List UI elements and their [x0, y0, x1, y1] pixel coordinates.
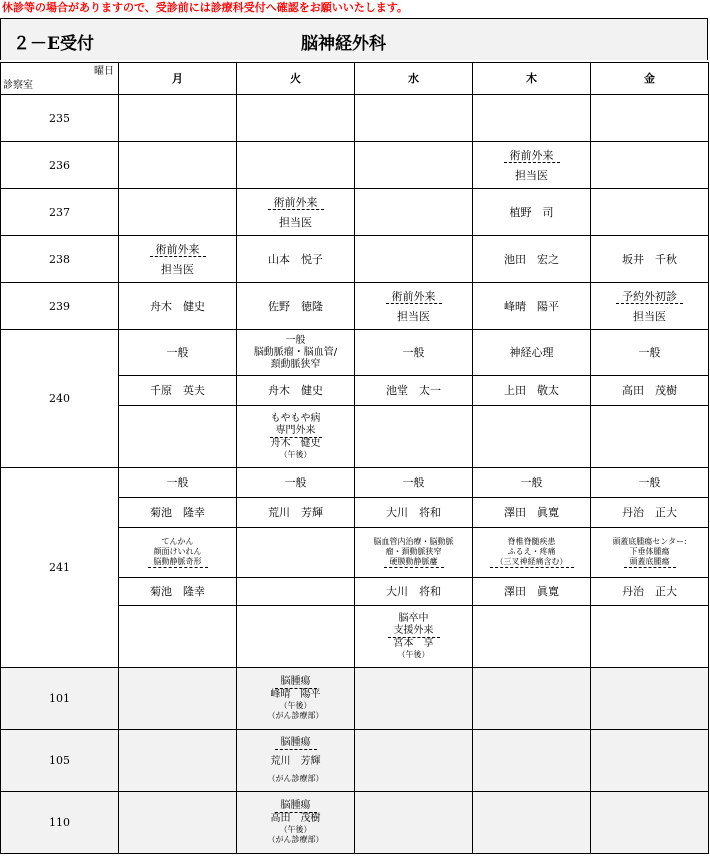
clinic-name: 一般 [473, 468, 591, 498]
slot-cell [591, 189, 709, 236]
doctor-name: 山本 悦子 [237, 236, 355, 283]
doctor-name: 担当医 [397, 309, 430, 323]
slot-cell [591, 792, 709, 854]
doctor-name: 丹治 正大 [591, 498, 709, 528]
doctor-name: 担当医 [161, 262, 194, 276]
doctor-name: 上田 敬太 [473, 376, 591, 406]
slot-cell [355, 792, 473, 854]
doctor-name: 峰晴 陽平 [270, 689, 321, 700]
room-236: 236 [1, 142, 119, 189]
slot-cell [119, 792, 237, 854]
slot-cell [355, 236, 473, 283]
dept-note: （がん診療部） [267, 711, 324, 720]
doctor-name: 千原 英夫 [119, 376, 237, 406]
day-thursday: 木 [473, 63, 591, 95]
room-110: 110 [1, 792, 119, 854]
slot-cell [355, 406, 473, 468]
clinic-detail: てんかん [161, 537, 194, 546]
time-note: （午後） [279, 701, 312, 710]
slot-cell [237, 189, 355, 236]
doctor-name: 高田 茂樹 [591, 376, 709, 406]
corner-cell [1, 63, 119, 95]
room-240: 240 [1, 330, 119, 468]
slot-cell [473, 606, 591, 668]
room-row-238 [1, 236, 709, 283]
slot-cell [237, 406, 355, 468]
clinic-name: 予約外初診 [616, 290, 683, 304]
doctor-name: 峰晴 陽平 [473, 283, 591, 330]
day-tuesday: 火 [237, 63, 355, 95]
slot-cell [237, 730, 355, 792]
clinic-detail: 脳血管内治療・脳動脈 [373, 537, 454, 546]
clinic-name: 一般 [591, 468, 709, 498]
room-105: 105 [1, 730, 119, 792]
doctor-name: 舟木 健史 [270, 438, 321, 449]
room-235: 235 [1, 95, 119, 142]
clinic-name: 術前外来 [268, 196, 324, 210]
doctor-name: 澤田 眞寛 [473, 578, 591, 606]
slot-cell [119, 606, 237, 668]
clinic-name: 支援外来 [388, 625, 440, 638]
room-238: 238 [1, 236, 119, 283]
clinic-name: 脳腫瘍 [275, 737, 317, 750]
doctor-name: 担当医 [279, 215, 312, 229]
clinic-name: 術前外来 [150, 243, 206, 257]
room-axis-label: 診察室 [3, 80, 33, 91]
doctor-name: 池堂 太一 [355, 376, 473, 406]
slot-cell [237, 578, 355, 606]
clinic-name: 一般 [237, 468, 355, 498]
room-row-110 [1, 792, 709, 854]
slot-cell [591, 730, 709, 792]
doctor-name: 澤田 眞寛 [473, 498, 591, 528]
room-row-241-a [1, 468, 709, 498]
doctor-name: 植野 司 [473, 189, 591, 236]
department-name: 脳神経外科 [301, 34, 386, 54]
doctor-name: 大川 将和 [355, 578, 473, 606]
clinic-name: もやもや病 [270, 413, 321, 424]
doctor-name: 担当医 [515, 168, 548, 182]
slot-cell [591, 528, 709, 578]
clinic-name: 一般 [119, 468, 237, 498]
doctor-name: 菊池 隆幸 [119, 578, 237, 606]
schedule-table [0, 62, 709, 854]
clinic-detail: 下垂体腫瘍 [629, 547, 670, 556]
clinic-name: 脳腫瘍 [275, 676, 317, 689]
slot-cell [473, 730, 591, 792]
clinic-name: 一般 [119, 330, 237, 376]
clinic-name: 一般 [355, 330, 473, 376]
slot-cell [119, 236, 237, 283]
clinic-detail: 硬膜動静脈瘻 [384, 557, 444, 568]
slot-cell [119, 528, 237, 578]
doctor-name: 大川 将和 [355, 498, 473, 528]
clinic-detail: ふるえ・疼痛 [507, 547, 556, 556]
slot-cell [119, 142, 237, 189]
clinic-detail: 瘤・頚動脈狭窄 [385, 547, 442, 556]
slot-cell [237, 792, 355, 854]
slot-cell [591, 406, 709, 468]
slot-cell [355, 730, 473, 792]
slot-cell [473, 792, 591, 854]
slot-cell [473, 142, 591, 189]
clinic-detail: 頭蓋底腫瘍センター: [612, 537, 687, 546]
slot-cell [591, 606, 709, 668]
room-237: 237 [1, 189, 119, 236]
room-row-236 [1, 142, 709, 189]
clinic-name: 術前外来 [504, 149, 560, 163]
doctor-name: 荒川 芳輝 [270, 756, 321, 767]
clinic-detail: （三叉神経痛含む） [490, 557, 574, 568]
slot-cell [119, 730, 237, 792]
doctor-name: 坂井 千秋 [591, 236, 709, 283]
slot-cell [473, 668, 591, 730]
day-wednesday: 水 [355, 63, 473, 95]
doctor-name: 荒川 芳輝 [237, 498, 355, 528]
slot-cell [237, 142, 355, 189]
slot-cell [237, 330, 355, 376]
slot-cell [591, 142, 709, 189]
time-note: （午後） [279, 825, 312, 834]
slot-cell [119, 406, 237, 468]
time-note: （午後） [397, 650, 430, 659]
slot-cell [591, 668, 709, 730]
clinic-name: 一般 [355, 468, 473, 498]
slot-cell [355, 528, 473, 578]
day-monday: 月 [119, 63, 237, 95]
slot-cell [355, 95, 473, 142]
doctor-name: 担当医 [633, 309, 666, 323]
room-row-105 [1, 730, 709, 792]
slot-cell [237, 95, 355, 142]
time-note: （午後） [279, 450, 312, 459]
slot-cell [355, 142, 473, 189]
day-axis-label: 曜日 [94, 66, 114, 77]
clinic-detail: 脳動脈瘤・脳血管/ [253, 346, 338, 358]
slot-cell [355, 189, 473, 236]
clinic-detail: 顔面けいれん [153, 547, 202, 556]
slot-cell [355, 283, 473, 330]
clinic-detail: 脊椎脊髄疾患 [507, 537, 556, 546]
slot-cell [237, 606, 355, 668]
doctor-name: 佐野 徳隆 [237, 283, 355, 330]
day-friday: 金 [591, 63, 709, 95]
clinic-name: 一般 [591, 330, 709, 376]
slot-cell [237, 668, 355, 730]
title-row [0, 18, 708, 60]
slot-cell [473, 95, 591, 142]
slot-cell [355, 668, 473, 730]
day-header-row [1, 63, 709, 95]
dept-note: （がん診療部） [267, 774, 324, 783]
doctor-name: 舟木 健史 [237, 376, 355, 406]
doctor-name: 池田 宏之 [473, 236, 591, 283]
slot-cell [355, 606, 473, 668]
clinic-name: 脳腫瘍 [275, 800, 317, 813]
room-101: 101 [1, 668, 119, 730]
slot-cell [119, 95, 237, 142]
doctor-name: 宮本 享 [393, 638, 434, 649]
doctor-name: 舟木 健史 [119, 283, 237, 330]
slot-cell [473, 406, 591, 468]
room-241: 241 [1, 468, 119, 668]
slot-cell [119, 668, 237, 730]
clinic-name: 術前外来 [386, 290, 442, 304]
room-row-237 [1, 189, 709, 236]
reception-label: ２－E受付 [13, 34, 94, 54]
slot-cell [473, 528, 591, 578]
slot-cell [591, 283, 709, 330]
clinic-detail: 脳動静脈奇形 [148, 557, 208, 568]
slot-cell [591, 95, 709, 142]
doctor-name: 高田 茂樹 [270, 813, 321, 824]
room-row-101 [1, 668, 709, 730]
doctor-name: 菊池 隆幸 [119, 498, 237, 528]
clinic-name: 専門外来 [270, 425, 322, 438]
clinic-detail: 頭蓋底腫瘍 [624, 557, 676, 568]
clinic-name: 一般 [285, 334, 306, 346]
room-239: 239 [1, 283, 119, 330]
notice-banner: 休診等の場合がありますので、受診前には診療科受付へ確認をお願いいたします。 [2, 1, 408, 14]
clinic-name: 脳卒中 [398, 613, 429, 624]
room-row-239 [1, 283, 709, 330]
room-row-235 [1, 95, 709, 142]
room-row-240-a [1, 330, 709, 376]
clinic-name: 神経心理 [473, 330, 591, 376]
slot-cell [119, 189, 237, 236]
slot-cell [237, 528, 355, 578]
clinic-detail: 頚動脈狭窄 [270, 358, 321, 370]
doctor-name: 丹治 正大 [591, 578, 709, 606]
dept-note: （がん診療部） [267, 835, 324, 844]
